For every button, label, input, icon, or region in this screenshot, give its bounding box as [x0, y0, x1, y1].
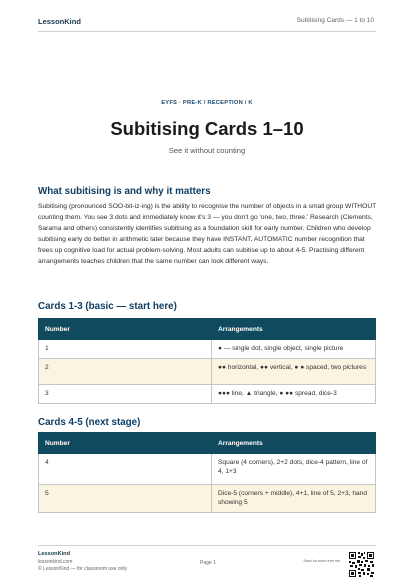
intro-paragraph: Subitising (pronounced SOO-bit-iz-ing) is the ability to recognise the number of objects in a small group WITHOUT counting them. You see 3 dots and immediately know it's 3 — you don't go 'one, two, three.' Research (Clements, Sarama and others) consistently identifies subitising as a foundation skill for early number. Children who develop subitising early do better in arithmetic later because they have INSTANT, AUTOMATIC number recognition that frees up cognitive load for actual problem-solving. Most adults can subitise up to about 4-5. Practising different arrangements teaches children that the same number can look different ways.: [38, 203, 377, 265]
cell-number: 2: [39, 359, 212, 385]
page-header: [0, 0, 414, 38]
cards-4-5-table: [38, 432, 376, 513]
table-header-row: [39, 433, 376, 454]
table-row: [39, 385, 376, 404]
column-header-number: Number: [39, 433, 212, 454]
table-row: [39, 454, 376, 485]
column-header-arrangements: Arrangements: [212, 433, 376, 454]
cell-number: 3: [39, 385, 212, 404]
cell-number: 1: [39, 340, 212, 359]
footer-brand: LessonKind: [38, 551, 71, 557]
cell-number: 4: [39, 454, 212, 485]
grade-level-eyebrow: EYFS · PRE-K / RECEPTION / K: [161, 100, 253, 106]
cell-arrangements: Square (4 corners), 2+2 dots, dice-4 pattern, line of 4, 1+3: [212, 454, 376, 485]
cell-arrangements: ● — single dot, single object, single picture: [212, 340, 376, 359]
section-heading-intro: What subitising is and why it matters: [38, 186, 211, 197]
table-row: [39, 359, 376, 385]
section-heading-cards-4-5: Cards 4-5 (next stage): [38, 417, 141, 428]
cards-1-3-table: [38, 318, 376, 404]
footer-divider: [38, 545, 376, 546]
cell-number: 5: [39, 485, 212, 513]
cell-arrangements: Dice-5 (corners + middle), 4+1, line of 5, 2+3, hand showing 5: [212, 485, 376, 513]
table-row: [39, 485, 376, 513]
footer-copyright: © LessonKind — for classroom use only: [38, 566, 128, 572]
page-number: Page 1: [200, 560, 216, 566]
header-document-label: Subitising Cards — 1 to 10: [296, 17, 374, 24]
column-header-number: Number: [39, 319, 212, 340]
page-subtitle: See it without counting: [168, 146, 246, 155]
section-heading-cards-1-3: Cards 1-3 (basic — start here): [38, 301, 177, 312]
brand-logo-text[interactable]: LessonKind: [38, 17, 81, 26]
table-header-row: [39, 319, 376, 340]
footer-site-link[interactable]: lessonkind.com: [38, 559, 73, 565]
column-header-arrangements: Arrangements: [212, 319, 376, 340]
qr-caption: Scan for more free res: [303, 559, 340, 563]
table-row: [39, 340, 376, 359]
page-title: Subitising Cards 1–10: [110, 118, 304, 139]
header-divider: [38, 31, 376, 32]
cell-arrangements: ●● horizontal, ●● vertical, ● ● spaced, two pictures: [212, 359, 376, 385]
cell-arrangements: ●●● line, ▲ triangle, ● ●● spread, dice-3: [212, 385, 376, 404]
qr-code-icon[interactable]: [348, 551, 375, 578]
